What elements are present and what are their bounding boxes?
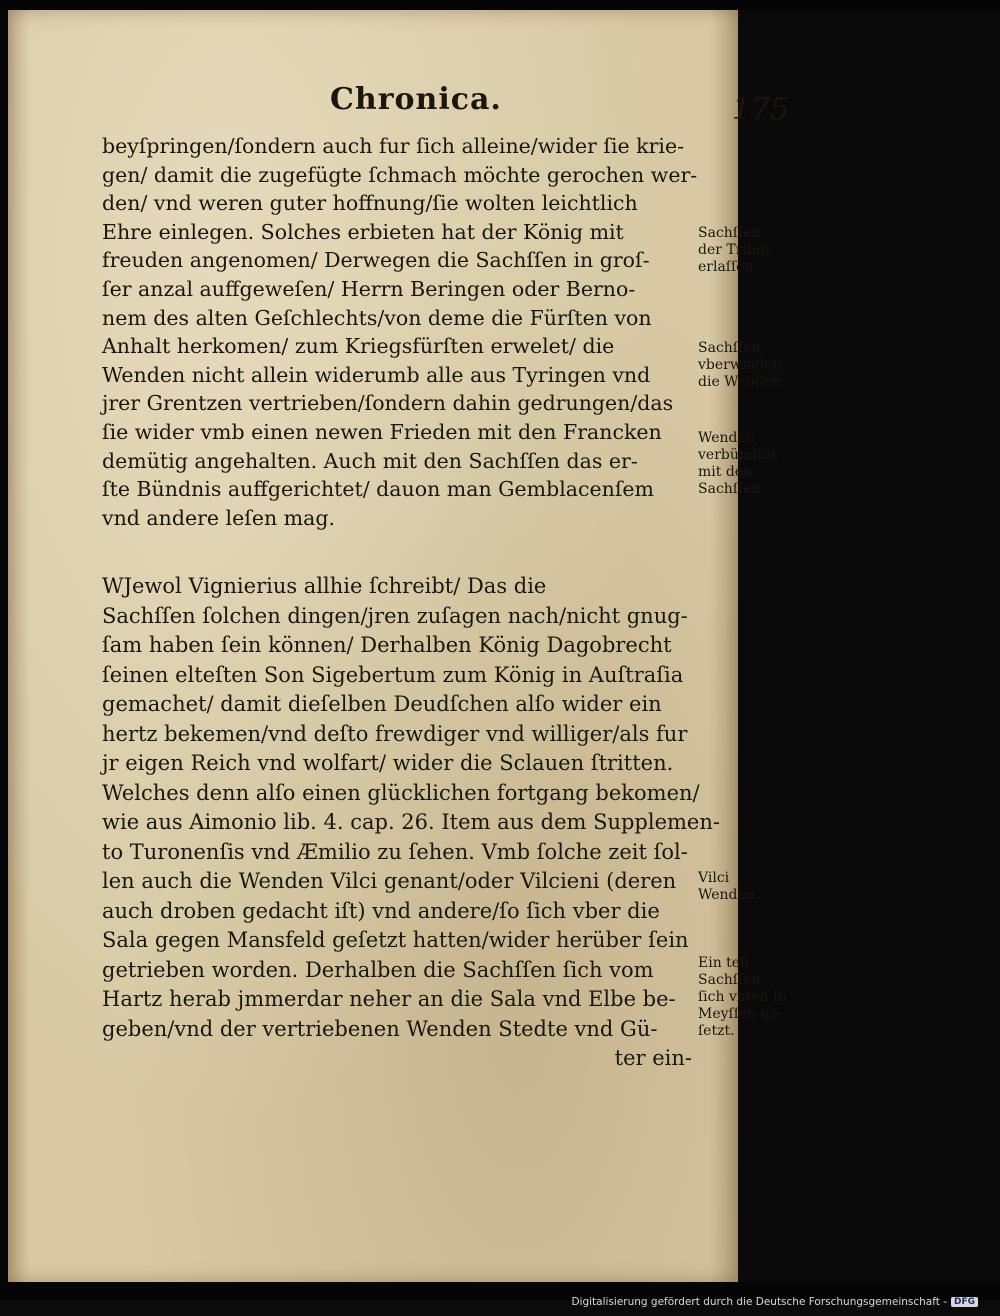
text-line: gen/ damit die zugefügte ſchmach möchte gerochen wer- — [102, 162, 698, 187]
paragraph-1 — [102, 132, 698, 532]
marginal-line: Ein teil — [698, 955, 750, 971]
running-head-title: Chronica. — [330, 82, 502, 117]
marginal-line: ſetzt. — [698, 1023, 735, 1039]
text-line: geben/vnd der vertriebenen Wenden Stedte vnd Gü- — [102, 1016, 658, 1041]
text-line: Sachſſen ſolchen dingen/jren zuſagen nach/nicht gnug- — [102, 603, 688, 628]
scan-margin — [738, 10, 1000, 1282]
text-line: ſam haben ſein können/ Derhalben König Dagobrecht — [102, 633, 672, 657]
marginal-line: Sachſſen — [698, 225, 761, 241]
marginal-line: verbündnis — [698, 447, 778, 463]
text-line: ſer anzal auffgeweſen/ Herrn Beringen oder Berno- — [102, 276, 636, 301]
text-line: ſeinen elteſten Son Sigebertum zum König in Auſtraſia — [102, 662, 684, 687]
marginal-note-2 — [698, 340, 828, 391]
text-line: freuden angenomen/ Derwegen die Sachſſen in groſ- — [102, 248, 650, 273]
text-line: wie aus Aimonio lib. 4. cap. 26. Item aus dem Supplemen- — [102, 810, 720, 834]
page-number: 175 — [732, 92, 790, 127]
main-text-block — [102, 132, 720, 1070]
funding-credit-text: Digitalisierung gefördert durch die Deutsche Forschungsgemeinschaft - — [571, 1296, 947, 1308]
marginal-line: Vilci — [698, 870, 730, 886]
marginal-line: ſich vnten in — [698, 989, 787, 1005]
text-line: Hartz herab jmmerdar neher an die Sala vnd Elbe be- — [102, 987, 676, 1011]
marginal-line: erlaſſen — [698, 259, 754, 275]
marginal-line: die Wenden. — [698, 374, 786, 390]
funding-credit — [571, 1296, 978, 1308]
text-line: WJewol Vignierius allhie ſchreibt/ Das die — [102, 574, 547, 598]
text-line: Ehre einlegen. Solches erbieten hat der König mit — [102, 219, 624, 244]
text-line: Anhalt herkomen/ zum Kriegsfürſten erwelet/ die — [102, 334, 615, 359]
dfg-logo: DFG — [951, 1297, 978, 1307]
paragraph-2 — [102, 572, 720, 1074]
marginal-line: Wenden — [698, 430, 755, 446]
marginal-note-1 — [698, 225, 828, 276]
text-line: getrieben worden. Derhalben die Sachſſen ſich vom — [102, 957, 654, 982]
marginal-line: Wenden. — [698, 887, 760, 903]
text-line: beyſpringen/ſondern auch fur ſich alleine/wider ſie krie- — [102, 134, 685, 158]
text-line: auch droben gedacht iſt) vnd andere/ſo ſich vber die — [102, 898, 660, 923]
text-line: Welches denn alſo einen glücklichen fortgang bekomen/ — [102, 780, 700, 805]
marginal-line: vberwinden — [698, 357, 782, 373]
text-line: den/ vnd weren guter hoffnung/ſie wolten leichtlich — [102, 191, 638, 216]
text-line: nem des alten Geſchlechts/von deme die Fürſten von — [102, 305, 652, 330]
text-line: vnd andere leſen mag. — [102, 505, 335, 530]
marginal-note-3 — [698, 430, 828, 498]
text-line: demütig angehalten. Auch mit den Sachſſen das er- — [102, 448, 638, 473]
marginal-line: mit den — [698, 464, 753, 480]
marginal-note-5 — [698, 955, 828, 1040]
marginal-line: Sachſſen — [698, 340, 761, 356]
text-line: ſte Bündnis auffgerichtet/ dauon man Gemblacenſem — [102, 477, 654, 502]
text-line: jrer Grentzen vertrieben/ſondern dahin gedrungen/das — [102, 391, 674, 416]
text-line: Sala gegen Mansfeld geſetzt hatten/wider herüber ſein — [102, 928, 689, 952]
text-line: gemachet/ damit dieſelben Deudſchen alſo wider ein — [102, 692, 662, 716]
marginal-line: Meyſſen ge- — [698, 1006, 783, 1022]
text-line: len auch die Wenden Vilci genant/oder Vilcieni (deren — [102, 869, 677, 893]
catchword-line: ter ein- — [614, 1046, 692, 1070]
text-line: Wenden nicht allein widerumb alle aus Tyringen vnd — [102, 362, 651, 387]
marginal-line: Sachſſen — [698, 972, 761, 988]
marginal-line: Sachſſen. — [698, 481, 765, 497]
text-line: jr eigen Reich vnd wolfart/ wider die Sclauen ſtritten. — [102, 751, 674, 775]
marginal-line: der Tribut — [698, 242, 771, 258]
text-line: hertz bekemen/vnd deſto frewdiger vnd williger/als fur — [102, 721, 688, 746]
text-line: to Turonenſis vnd Æmilio zu ſehen. Vmb ſolche zeit ſol- — [102, 839, 688, 864]
text-line: ſie wider vmb einen newen Frieden mit den Francken — [102, 419, 662, 444]
marginal-note-4 — [698, 870, 828, 904]
